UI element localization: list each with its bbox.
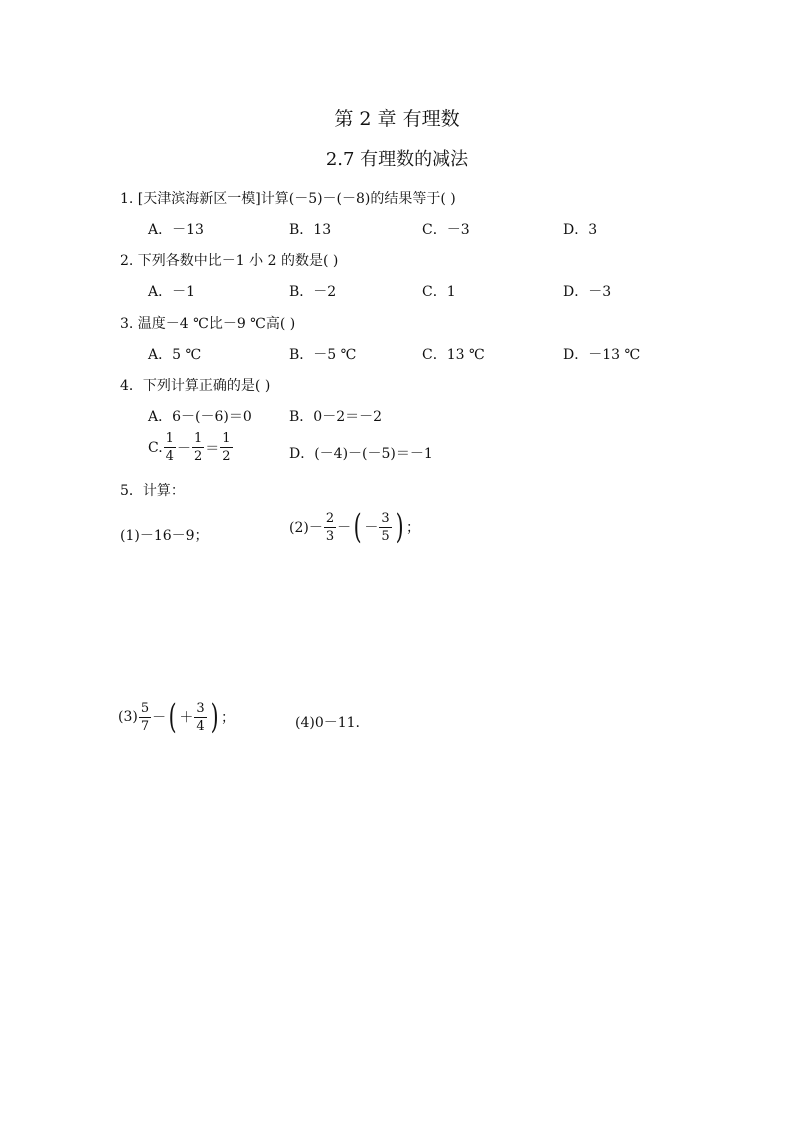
fraction: $\frac{3}{5}$ (381, 510, 390, 544)
fraction: $\frac{1}{2}$ (222, 431, 231, 464)
fraction: $\frac{3}{4}$ (196, 700, 205, 734)
option-c-letter: C. (148, 439, 163, 456)
fraction: $\frac{2}{3}$ (325, 510, 335, 544)
question-4-stem: 4．下列计算正确的是( ) (120, 378, 271, 394)
fraction: $\frac{5}{7}$ (140, 700, 150, 734)
question-2-option-b: B．－2 (289, 284, 337, 300)
question-1-stem: 1. [天津滨海新区一模]计算(－5)－(－8)的结果等于( ) (120, 191, 456, 207)
question-1-option-d: D．3 (563, 222, 598, 238)
fraction: $\frac{1}{2}$ (193, 431, 203, 464)
question-2-option-d: D．－3 (563, 284, 612, 300)
question-4-option-d: D．(－4)－(－5)＝－1 (289, 446, 433, 462)
question-1-option-b: B．13 (289, 222, 332, 238)
calc-part-2: (2)－ $\frac{2}{3}$ －( － $\frac{3}{5}$ ) ； (289, 507, 420, 547)
question-1-option-c: C．－3 (422, 222, 470, 238)
question-4-option-b: B．0－2＝－2 (289, 409, 383, 425)
question-4-option-a: A．6－(－6)＝0 (148, 409, 252, 425)
question-3-option-a: A．5 ℃ (148, 347, 202, 363)
question-1-option-a: A．－13 (148, 222, 204, 238)
question-5-title: 5．计算： (120, 483, 185, 499)
question-3-option-b: B．－5 ℃ (289, 347, 357, 363)
calc-part-3: (3) $\frac{5}{7}$ －( ＋ $\frac{3}{4}$ ) ； (118, 697, 235, 737)
question-3-option-d: D．－13 ℃ (563, 347, 641, 363)
question-3-stem: 3. 温度－4 ℃比－9 ℃高( ) (120, 316, 296, 332)
question-2-option-a: A．－1 (148, 284, 196, 300)
calc-part-4: (4)0－11. (295, 715, 361, 731)
question-2-stem: 2. 下列各数中比－1 小 2 的数是( ) (120, 253, 339, 269)
question-2-option-c: C．1 (422, 284, 456, 300)
chapter-title: 第 2 章 有理数 (334, 108, 460, 130)
question-3-option-c: C．13 ℃ (422, 347, 485, 363)
question-4-option-c: C. $\frac{1}{4}$ － $\frac{1}{2}$ ＝ $\frac{1}{2}$ (148, 431, 231, 464)
section-title: 2.7 有理数的减法 (325, 149, 469, 170)
fraction: $\frac{1}{4}$ (165, 431, 174, 464)
calc-part-1: (1)－16－9； (120, 528, 209, 544)
